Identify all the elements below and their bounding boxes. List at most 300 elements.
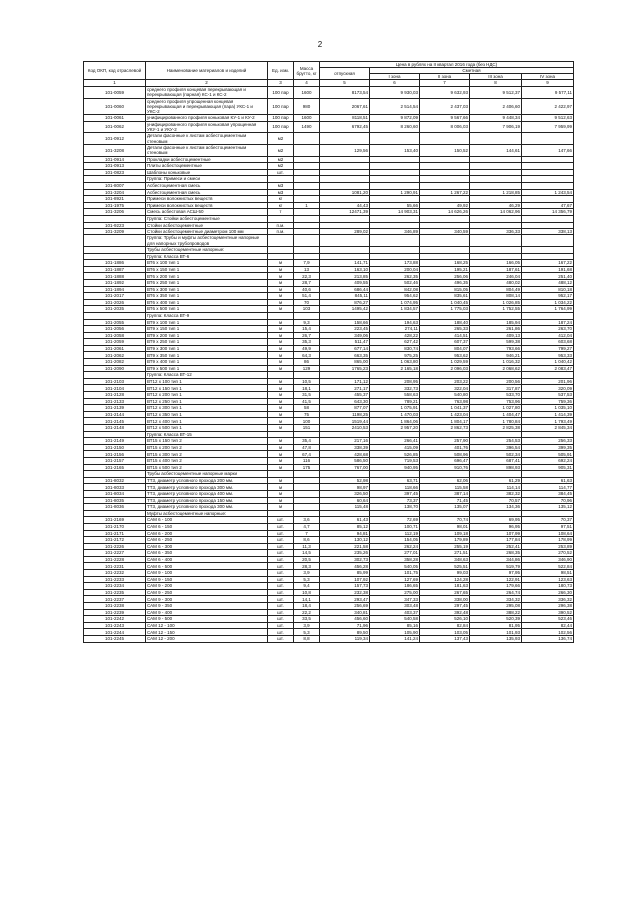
item-code: 101-2149 xyxy=(84,438,146,445)
item-unit: м2 xyxy=(268,156,294,163)
zone1-price: 332,73 xyxy=(370,385,420,392)
item-mass xyxy=(294,156,320,163)
zone1-price xyxy=(370,215,420,222)
table-row xyxy=(84,87,574,99)
zone2-price: 257,90 xyxy=(420,438,470,445)
release-price: 171,12 xyxy=(320,378,370,385)
zone1-price: 277,01 xyxy=(370,550,420,557)
zone3-price: 388,22 xyxy=(470,609,522,616)
zone3-price xyxy=(470,471,522,478)
item-name: Группа: Класса ВТ-12 xyxy=(146,372,268,379)
zone2-price xyxy=(420,176,470,183)
zone3-price: 808,14 xyxy=(470,293,522,300)
item-mass xyxy=(294,189,320,196)
item-name: Группа: Трубы и муфты асбестоцементные напорные для напорных трубопроводов xyxy=(146,235,268,247)
release-price xyxy=(320,182,370,189)
zone1-price: 415,09 xyxy=(370,444,420,451)
zone1-price: 72,69 xyxy=(370,517,420,524)
zone1-price: 262,24 xyxy=(370,543,420,550)
item-mass: 35,4 xyxy=(294,438,320,445)
zone3-price: 1 218,85 xyxy=(470,189,522,196)
item-name: САМ 6 - 400 xyxy=(146,556,268,563)
item-code: 101-2156 xyxy=(84,451,146,458)
zone4-price: 180,73 xyxy=(522,583,574,590)
zone1-price: 975,25 xyxy=(370,352,420,359)
item-unit xyxy=(268,510,294,517)
item-mass xyxy=(294,176,320,183)
zone2-price: 99,03 xyxy=(420,570,470,577)
item-unit: 100 пар xyxy=(268,98,294,115)
release-price: 157,73 xyxy=(320,583,370,590)
zone1-price: 186,65 xyxy=(370,583,420,590)
item-unit: шт. xyxy=(268,550,294,557)
item-unit: м xyxy=(268,504,294,511)
zone3-price: 69,95 xyxy=(470,517,522,524)
zone2-price xyxy=(420,246,470,253)
item-name: Плиты асбестоцементные xyxy=(146,163,268,170)
item-unit: шт. xyxy=(268,530,294,537)
zone1-price: 127,69 xyxy=(370,576,420,583)
item-code: 101-2026 xyxy=(84,299,146,306)
item-unit: м xyxy=(268,365,294,372)
zone2-price: 62,06 xyxy=(420,477,470,484)
item-code: 101-0059 xyxy=(84,87,146,99)
release-price: 85,12 xyxy=(320,523,370,530)
item-name: САМ 9 - 100 xyxy=(146,570,268,577)
zone2-price: 137,43 xyxy=(420,636,470,643)
release-price: 877,07 xyxy=(320,405,370,412)
zone2-price: 124,28 xyxy=(420,576,470,583)
item-name: Трубы асбестоцементные напорные: xyxy=(146,246,268,253)
zone2-price: 297,45 xyxy=(420,603,470,610)
release-price: 289,02 xyxy=(320,229,370,235)
zone1-price: 558,63 xyxy=(370,392,420,399)
item-name: ВТ6 х 300 тип 1 xyxy=(146,286,268,293)
item-unit: шт. xyxy=(268,622,294,629)
zone3-price: 687,41 xyxy=(470,457,522,464)
item-code: 101-1888 xyxy=(84,273,146,280)
table-row xyxy=(84,326,574,333)
zone4-price: 256,33 xyxy=(522,438,574,445)
zone3-price: 409,13 xyxy=(470,332,522,339)
item-code: 101-2239 xyxy=(84,609,146,616)
release-price: 158,66 xyxy=(320,319,370,326)
zone3-price: 101,93 xyxy=(470,629,522,636)
zone2-price: 115,58 xyxy=(420,484,470,491)
zone3-price: 107,99 xyxy=(470,530,522,537)
item-mass: 15,4 xyxy=(294,326,320,333)
item-unit xyxy=(268,312,294,319)
item-unit: м xyxy=(268,339,294,346)
table-row xyxy=(84,550,574,557)
zone2-price: 135,07 xyxy=(420,504,470,511)
zone4-price: 1 414,39 xyxy=(522,411,574,418)
item-name: САМ 9 - 150 xyxy=(146,576,268,583)
zone2-price: 2 862,73 xyxy=(420,425,470,432)
table-row xyxy=(84,563,574,570)
item-mass: 75 xyxy=(294,411,320,418)
zone4-price: 1 034,22 xyxy=(522,299,574,306)
zone1-price: 1 290,91 xyxy=(370,189,420,196)
zone3-price: 334,32 xyxy=(470,596,522,603)
item-unit: шт. xyxy=(268,576,294,583)
release-price xyxy=(320,471,370,478)
zone4-price: 82,44 xyxy=(522,622,574,629)
item-unit: м xyxy=(268,457,294,464)
release-price: 2067,61 xyxy=(320,98,370,115)
zone4-price: 1 793,49 xyxy=(522,418,574,425)
release-price: 1081,20 xyxy=(320,189,370,196)
header-zone-4: IV зона xyxy=(522,74,574,80)
item-mass: 5,3 xyxy=(294,576,320,583)
item-unit: шт. xyxy=(268,583,294,590)
zone1-price: 789,21 xyxy=(370,398,420,405)
zone2-price: 271,51 xyxy=(420,550,470,557)
item-unit: м3 xyxy=(268,189,294,196)
item-unit: м xyxy=(268,359,294,366)
item-mass xyxy=(294,312,320,319)
release-price: 428,68 xyxy=(320,451,370,458)
release-price: 8118,51 xyxy=(320,115,370,121)
item-name: ВТ9 х 350 тип 1 xyxy=(146,352,268,359)
zone2-price xyxy=(420,431,470,438)
item-mass: 40,6 xyxy=(294,286,320,293)
item-code: 101-2231 xyxy=(84,563,146,570)
release-price: 119,34 xyxy=(320,636,370,643)
item-mass: 116 xyxy=(294,457,320,464)
zone3-price: 898,93 xyxy=(470,464,522,471)
release-price: 217,16 xyxy=(320,438,370,445)
item-code: 101-0062 xyxy=(84,121,146,133)
zone1-price: 397,45 xyxy=(370,490,420,497)
zone2-price: 1 041,37 xyxy=(420,405,470,412)
item-unit xyxy=(268,372,294,379)
item-unit: м xyxy=(268,385,294,392)
item-name: Смесь асбестовая АСШ-50 xyxy=(146,209,268,216)
item-code: 101-2133 xyxy=(84,398,146,405)
item-code xyxy=(84,471,146,478)
item-name: среднего профиля концевая перекрывающая и перекрывающая (парная) КС-1 и КС-2 xyxy=(146,87,268,99)
item-name: ВТ12 х 150 тип 1 xyxy=(146,385,268,392)
item-unit: шт. xyxy=(268,609,294,616)
release-price: 338,39 xyxy=(320,444,370,451)
zone2-price: 2 096,03 xyxy=(420,365,470,372)
zone2-price: 2 437,03 xyxy=(420,98,470,115)
zone1-price xyxy=(370,246,420,253)
header-mass: Масса брутто, кг xyxy=(294,62,320,80)
zone2-price: 103,05 xyxy=(420,629,470,636)
item-unit: шт. xyxy=(268,169,294,176)
zone4-price: 1 040,42 xyxy=(522,359,574,366)
item-mass: 3,9 xyxy=(294,570,320,577)
item-unit: м xyxy=(268,425,294,432)
release-price: 686,44 xyxy=(320,286,370,293)
item-mass: 7,9 xyxy=(294,260,320,267)
item-code: 101-8034 xyxy=(84,490,146,497)
item-mass xyxy=(294,246,320,253)
zone4-price: 147,66 xyxy=(522,144,574,156)
zone4-price: 135,12 xyxy=(522,504,574,511)
zone1-price: 719,53 xyxy=(370,457,420,464)
item-name: ВТ12 х 250 тип 1 xyxy=(146,398,268,405)
table-row xyxy=(84,319,574,326)
item-mass xyxy=(294,235,320,247)
zone3-price: 753,96 xyxy=(470,398,522,405)
zone3-price: 166,05 xyxy=(470,260,522,267)
item-unit: кг xyxy=(268,196,294,203)
item-unit: м xyxy=(268,490,294,497)
release-price: 60,64 xyxy=(320,497,370,504)
zone3-price xyxy=(470,312,522,319)
zone1-price: 101,75 xyxy=(370,570,420,577)
item-mass: 14,5 xyxy=(294,550,320,557)
zone3-price: 264,74 xyxy=(470,589,522,596)
zone3-price: 14 062,96 xyxy=(470,209,522,216)
zone3-price: 134,36 xyxy=(470,504,522,511)
zone3-price: 261,86 xyxy=(470,326,522,333)
item-name: Асбестоцементная смесь xyxy=(146,182,268,189)
zone4-price: 61,63 xyxy=(522,477,574,484)
item-mass xyxy=(294,490,320,497)
item-name: САМ 6 - 350 xyxy=(146,550,268,557)
item-code: 101-2234 xyxy=(84,583,146,590)
item-mass: 18,4 xyxy=(294,603,320,610)
item-code xyxy=(84,215,146,222)
item-mass: 3,9 xyxy=(294,622,320,629)
item-name: САМ 9 - 350 xyxy=(146,603,268,610)
release-price: 876,27 xyxy=(320,299,370,306)
zone1-price: 1 470,03 xyxy=(370,411,420,418)
table-row xyxy=(84,451,574,458)
item-unit: м xyxy=(268,438,294,445)
zone2-price: 168,25 xyxy=(420,260,470,267)
item-name: САМ 6 - 200 xyxy=(146,530,268,537)
table-row xyxy=(84,306,574,313)
item-mass: 58 xyxy=(294,405,320,412)
item-name: САМ 6 - 500 xyxy=(146,563,268,570)
item-unit: м xyxy=(268,332,294,339)
item-code: 101-2055 xyxy=(84,319,146,326)
zone4-price xyxy=(522,471,574,478)
item-mass: 1490 xyxy=(294,121,320,133)
item-unit: шт. xyxy=(268,556,294,563)
zone1-price xyxy=(370,253,420,260)
header-zone-3: III зона xyxy=(470,74,522,80)
zone4-price xyxy=(522,182,574,189)
item-code: 101-8035 xyxy=(84,497,146,504)
table-row xyxy=(84,144,574,156)
zone4-price xyxy=(522,253,574,260)
zone1-price xyxy=(370,133,420,145)
release-price: 455,37 xyxy=(320,392,370,399)
item-code: 101-1894 xyxy=(84,286,146,293)
zone3-price xyxy=(470,156,522,163)
release-price: 643,30 xyxy=(320,398,370,405)
release-price: 52,98 xyxy=(320,477,370,484)
zone4-price: 1 243,54 xyxy=(522,189,574,196)
item-unit: м2 xyxy=(268,163,294,170)
item-mass: 103 xyxy=(294,306,320,313)
zone4-price: 123,63 xyxy=(522,576,574,583)
zone1-price: 1 063,80 xyxy=(370,359,420,366)
zone4-price: 390,52 xyxy=(522,609,574,616)
zone4-price: 2 422,97 xyxy=(522,98,574,115)
column-number: 6 xyxy=(370,80,420,87)
release-price: 767,00 xyxy=(320,464,370,471)
zone1-price: 1 075,91 xyxy=(370,405,420,412)
zone3-price xyxy=(470,182,522,189)
item-code xyxy=(84,235,146,247)
item-name: САМ 9 - 500 xyxy=(146,616,268,623)
release-price: 511,47 xyxy=(320,339,370,346)
table-row xyxy=(84,398,574,405)
item-code: 101-0061 xyxy=(84,115,146,121)
item-name: ВТ12 х 200 тип 1 xyxy=(146,392,268,399)
item-code: 101-2233 xyxy=(84,576,146,583)
zone3-price: 382,32 xyxy=(470,490,522,497)
zone1-price: 403,37 xyxy=(370,609,420,616)
zone3-price: 520,39 xyxy=(470,616,522,623)
release-price: 221,58 xyxy=(320,543,370,550)
zone3-price: 533,70 xyxy=(470,392,522,399)
item-name: ВТ9 х 300 тип 1 xyxy=(146,345,268,352)
item-code xyxy=(84,431,146,438)
item-name: ВТ9 х 250 тип 1 xyxy=(146,339,268,346)
release-price: 302,73 xyxy=(320,556,370,563)
zone4-price: 2 083,47 xyxy=(522,365,574,372)
zone4-price: 263,70 xyxy=(522,326,574,333)
item-mass: 980 xyxy=(294,98,320,115)
table-row xyxy=(84,616,574,623)
zone1-price: 358,28 xyxy=(370,556,420,563)
zone4-price xyxy=(522,215,574,222)
zone4-price xyxy=(522,156,574,163)
item-mass xyxy=(294,431,320,438)
item-mass xyxy=(294,253,320,260)
release-price: 98,97 xyxy=(320,484,370,491)
item-unit: м xyxy=(268,273,294,280)
release-price: 456,60 xyxy=(320,616,370,623)
zone2-price xyxy=(420,163,470,170)
item-mass: 1600 xyxy=(294,115,320,121)
item-name: САМ 9 - 400 xyxy=(146,609,268,616)
zone3-price: 9 512,37 xyxy=(470,87,522,99)
zone4-price: 952,17 xyxy=(522,293,574,300)
item-name: ВТ6 х 400 тип 1 xyxy=(146,299,268,306)
item-name: ВТ6 х 150 тип 1 xyxy=(146,266,268,273)
item-unit: м xyxy=(268,411,294,418)
item-unit: шт. xyxy=(268,596,294,603)
header-estimate-price: Сметная xyxy=(370,68,574,74)
zone1-price: 830,74 xyxy=(370,345,420,352)
item-mass: 129 xyxy=(294,365,320,372)
item-mass: 86 xyxy=(294,359,320,366)
zone2-price: 150,52 xyxy=(420,144,470,156)
item-name: ВТ9 х 500 тип 1 xyxy=(146,365,268,372)
zone3-price: 61,29 xyxy=(470,477,522,484)
item-unit: м xyxy=(268,405,294,412)
table-row xyxy=(84,444,574,451)
zone4-price: 97,51 xyxy=(522,523,574,530)
zone4-price: 201,96 xyxy=(522,378,574,385)
item-name: ВТ6 х 100 тип 1 xyxy=(146,260,268,267)
zone3-price xyxy=(470,253,522,260)
zone3-price: 1 016,32 xyxy=(470,359,522,366)
zone3-price: 187,61 xyxy=(470,266,522,273)
column-number: 9 xyxy=(522,80,574,87)
item-unit xyxy=(268,246,294,253)
zone3-price: 96,95 xyxy=(470,523,522,530)
item-code: 101-2056 xyxy=(84,326,146,333)
release-price: 349,06 xyxy=(320,332,370,339)
table-row xyxy=(84,570,574,577)
zone1-price: 502,46 xyxy=(370,279,420,286)
item-name: ТТ3, диаметр условного прохода 300 мм. xyxy=(146,484,268,491)
release-price: 845,11 xyxy=(320,293,370,300)
table-row xyxy=(84,293,574,300)
release-price: 256,69 xyxy=(320,603,370,610)
zone1-price xyxy=(370,372,420,379)
zone3-price: 122,91 xyxy=(470,576,522,583)
column-numbers-row xyxy=(84,80,574,87)
item-unit: шт. xyxy=(268,629,294,636)
zone2-price: 9 567,66 xyxy=(420,115,470,121)
zone3-price: 1 752,55 xyxy=(470,306,522,313)
release-price xyxy=(320,169,370,176)
item-name: САМ 6 - 250 xyxy=(146,537,268,544)
zone1-price: 118,66 xyxy=(370,484,420,491)
table-row xyxy=(84,121,574,133)
item-mass xyxy=(294,372,320,379)
item-unit: м2 xyxy=(268,133,294,145)
item-name: ВТ6 х 500 тип 1 xyxy=(146,306,268,313)
item-code: 101-0912 xyxy=(84,133,146,145)
item-code: 101-2228 xyxy=(84,556,146,563)
item-mass: 151 xyxy=(294,425,320,432)
zone4-price: 70,37 xyxy=(522,517,574,524)
table-row xyxy=(84,156,574,163)
zone1-price xyxy=(370,312,420,319)
release-price: 1495,42 xyxy=(320,306,370,313)
zone2-price: 1 040,45 xyxy=(420,299,470,306)
item-mass xyxy=(294,497,320,504)
item-name: ВТ12 х 400 тип 1 xyxy=(146,418,268,425)
zone2-price: 763,98 xyxy=(420,398,470,405)
zone4-price: 412,04 xyxy=(522,332,574,339)
item-unit: м xyxy=(268,378,294,385)
item-mass: 100 xyxy=(294,418,320,425)
table-row xyxy=(84,405,574,412)
column-number: 7 xyxy=(420,80,470,87)
table-row xyxy=(84,215,574,222)
item-unit: м xyxy=(268,266,294,273)
item-unit xyxy=(268,176,294,183)
release-price xyxy=(320,163,370,170)
item-mass: 20,5 xyxy=(294,556,320,563)
zone3-price: 1 027,80 xyxy=(470,405,522,412)
zone4-price: 14 356,79 xyxy=(522,209,574,216)
item-code: 101-2150 xyxy=(84,444,146,451)
item-mass: 13 xyxy=(294,266,320,273)
item-name: Группа: Класса ВТ-15 xyxy=(146,431,268,438)
zone3-price: 1 026,85 xyxy=(470,299,522,306)
zone1-price: 208,95 xyxy=(370,378,420,385)
table-row xyxy=(84,418,574,425)
zone3-price: 519,79 xyxy=(470,563,522,570)
table-row xyxy=(84,235,574,247)
zone1-price: 55,66 xyxy=(370,202,420,209)
table-row xyxy=(84,182,574,189)
